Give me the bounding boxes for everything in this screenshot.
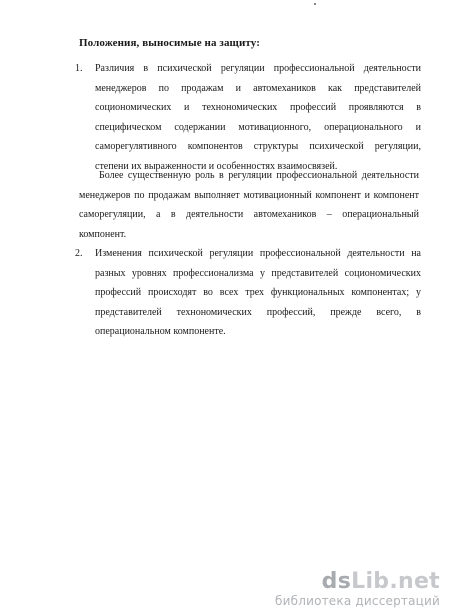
watermark-subtitle: библиотека диссертаций	[275, 594, 440, 608]
list-item	[75, 244, 425, 342]
list-item-number: 2.	[75, 248, 83, 259]
list-item-number: 1.	[75, 63, 83, 74]
list-item-text: Изменения психической регуляции профессиональной деятельности на разных уровнях профессионализма у представителей социономических профессий происходят во всех трех функциональных компонентах; у представителей технономических профессий, прежде всего, в операциональном компоненте.	[95, 248, 421, 337]
list-item-text: Различия в психической регуляции профессиональной деятельности менеджеров по продажам и автомехаников как представителей социономических и технономических профессий проявляются в специфическом содержании мотивационного, операционального и саморегулятивного компонентов структуры психической регуляции, степени их выраженности и особенностях взаимосвязей.	[95, 63, 421, 172]
list-item-continuation	[79, 166, 419, 244]
section-heading: Положения, выносимые на защиту:	[79, 37, 260, 49]
continuation-paragraph: Более существенную роль в регуляции профессиональной деятельности менеджеров по продажам выполняет мотивационный компонент и компонент саморегуляции, а в деятельности автомехаников – операциональный компонент.	[79, 170, 419, 240]
watermark-logo: dsLib.net	[321, 569, 440, 594]
watermark	[275, 570, 440, 608]
list-item	[75, 59, 425, 176]
scan-speck	[314, 3, 316, 5]
